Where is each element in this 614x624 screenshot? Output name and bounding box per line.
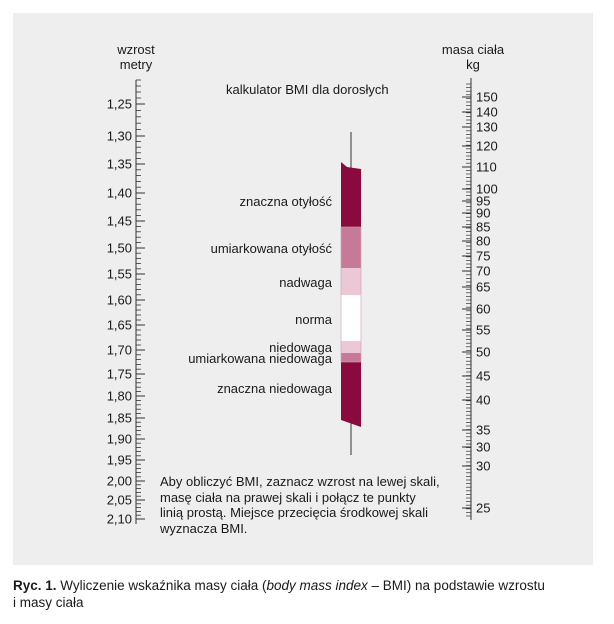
category-label: znaczna niedowaga <box>217 381 332 396</box>
category-label: umiarkowana otyłość <box>210 241 332 256</box>
caption-prefix: Ryc. 1. <box>13 578 57 593</box>
bar-segment-overweight <box>341 268 361 295</box>
category-label: umiarkowana niedowaga <box>188 351 332 366</box>
weight-tick-label: 30 <box>476 458 491 474</box>
weight-scale-header <box>433 42 513 72</box>
bar-segment-moderate-underweight <box>341 353 361 362</box>
bmi-category-bar <box>341 132 361 455</box>
height-tick-label: 1,50 <box>106 240 132 256</box>
height-tick-label: 1,35 <box>106 156 132 172</box>
bar-segment-normal <box>341 295 361 341</box>
weight-tick-label: 80 <box>476 233 491 249</box>
bar-segment-moderate-obesity <box>341 227 361 268</box>
bar-segment-severe-underweight <box>341 362 361 427</box>
weight-tick-label: 65 <box>476 279 491 295</box>
height-header-line2: metry <box>119 57 153 72</box>
caption-text: – BMI) na podstawie wzrostu <box>367 578 545 593</box>
instructions-line: wyznacza BMI. <box>160 520 248 536</box>
category-label: nadwaga <box>279 275 332 290</box>
height-tick-label: 2,00 <box>106 473 132 489</box>
figure-caption <box>13 577 603 611</box>
height-tick-label: 1,80 <box>106 388 132 404</box>
weight-scale <box>462 78 498 520</box>
height-tick-label: 1,95 <box>106 452 132 468</box>
weight-tick-label: 70 <box>476 263 491 279</box>
height-tick-label: 1,25 <box>106 96 132 112</box>
weight-tick-label: 35 <box>476 422 491 438</box>
weight-tick-label: 150 <box>476 89 498 105</box>
instructions-line: linią prostą. Miejsce przecięcia środkowej skali <box>160 505 429 520</box>
bar-segment-severe-obesity <box>347 167 361 227</box>
category-label: niedowaga <box>269 340 332 355</box>
weight-tick-label: 55 <box>476 322 491 338</box>
caption-italic: body mass index <box>266 578 368 593</box>
instructions-text <box>160 474 460 536</box>
height-tick-label: 1,55 <box>106 266 132 282</box>
weight-tick-label: 100 <box>476 181 498 197</box>
height-scale-header <box>108 42 164 72</box>
height-tick-label: 2,10 <box>106 511 132 527</box>
height-header-line1: wzrost <box>117 42 155 57</box>
weight-tick-label: 25 <box>476 500 491 516</box>
weight-tick-label: 50 <box>476 344 491 360</box>
height-tick-label: 1,65 <box>106 317 132 333</box>
chart-title: kalkulator BMI dla dorosłych <box>226 82 389 97</box>
category-label: norma <box>295 312 332 327</box>
weight-tick-label: 75 <box>476 248 491 264</box>
instructions-line: Aby obliczyć BMI, zaznacz wzrost na lewej skali, <box>160 474 440 489</box>
weight-tick-label: 120 <box>476 138 498 154</box>
weight-tick-label: 45 <box>476 368 491 384</box>
caption-line2: i masy ciała <box>13 595 84 610</box>
weight-header-line2: kg <box>466 57 480 72</box>
height-tick-label: 1,60 <box>106 292 132 308</box>
weight-header-line1: masa ciała <box>441 42 505 57</box>
weight-tick-label: 85 <box>476 219 491 235</box>
category-label: znaczna otyłość <box>239 194 332 209</box>
weight-tick-label: 130 <box>476 119 498 135</box>
height-tick-label: 1,30 <box>106 128 132 144</box>
bar-segment-severe-obesity <box>341 162 347 227</box>
height-tick-label: 2,05 <box>106 492 132 508</box>
height-tick-label: 1,85 <box>106 410 132 426</box>
weight-tick-label: 140 <box>476 104 498 120</box>
height-scale <box>107 80 145 527</box>
weight-tick-label: 110 <box>476 159 497 175</box>
instructions-line: masę ciała na prawej skali i połącz te punkty <box>160 489 416 505</box>
height-tick-label: 1,40 <box>106 185 132 201</box>
bar-segment-underweight <box>341 341 361 353</box>
height-tick-label: 1,90 <box>106 431 132 447</box>
weight-tick-label: 60 <box>476 301 491 317</box>
height-tick-label: 1,75 <box>106 366 132 382</box>
height-tick-label: 1,70 <box>106 342 132 358</box>
height-tick-label: 1,45 <box>106 213 132 229</box>
weight-tick-label: 90 <box>476 205 491 221</box>
caption-text: Wyliczenie wskaźnika masy ciała ( <box>56 578 267 593</box>
weight-tick-label: 95 <box>476 193 491 209</box>
weight-tick-label: 30 <box>476 439 491 455</box>
weight-tick-label: 40 <box>476 392 491 408</box>
